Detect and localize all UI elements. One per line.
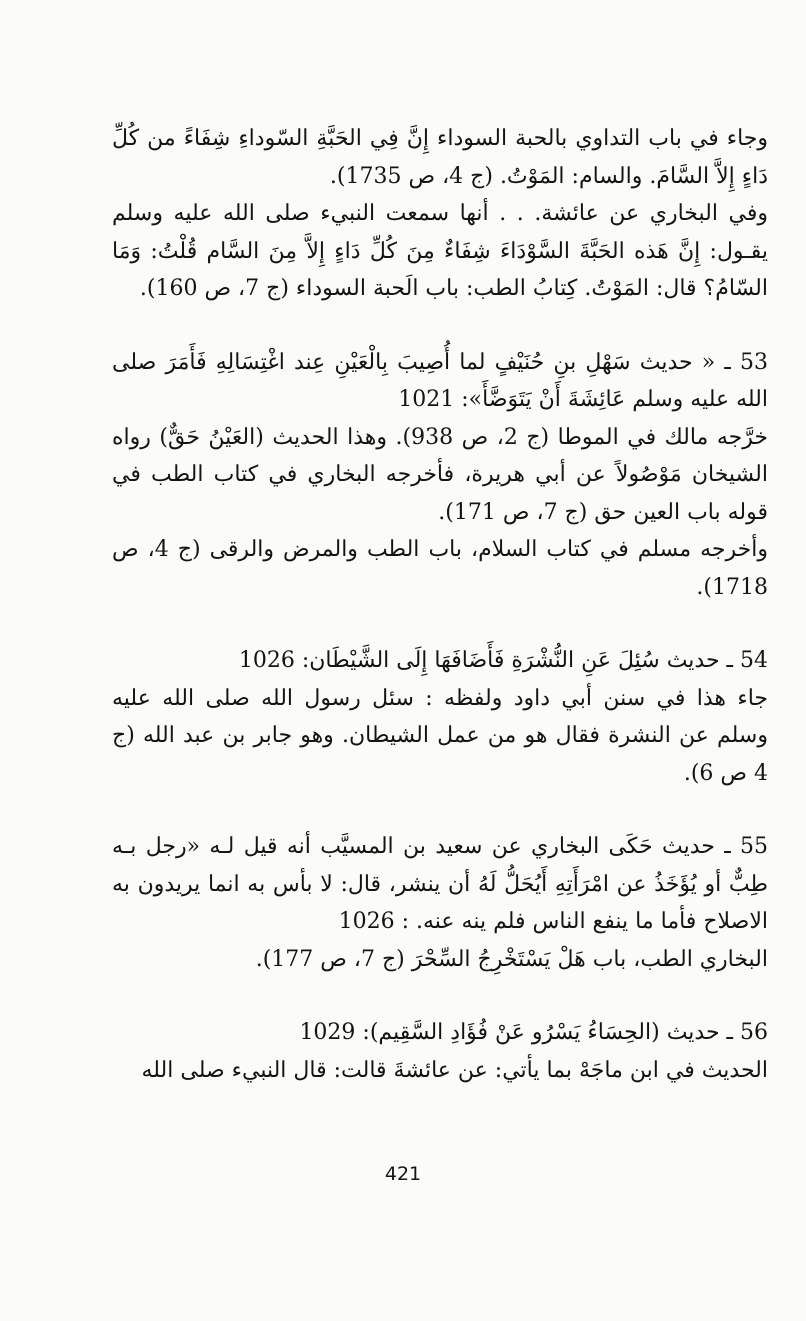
page-number: 421 xyxy=(384,1163,422,1185)
section-gap xyxy=(112,792,768,828)
paragraph-bukhari-sihr: البخاري الطب، باب هَلْ يَسْتَخْرِجُ السِّحْرَ (ج 7، ص 177). xyxy=(255,946,768,972)
hadith-56-heading: 56 ـ حديث (الحِسَاءُ يَسْرُو عَنْ فُؤَادِ السَّقِيم): 1029 xyxy=(299,1020,768,1045)
hadith-55-heading: 55 ـ حديث حَكَى البخاري عن سعيد بن المسيَّب أنه قيل لـه «رجل بـه طِبٌّ أو يُؤَخَذُ عن امْرَأَتِهِ أَيُحَلُّ لَهُ أن ينشر، قال: لا بأس به انما يريدون به الاصلاح فأما ما ينفع الناس فلم ينه عنه. : 1026 xyxy=(112,834,768,934)
paragraph-muslim-salam: وأخرجه مسلم في كتاب السلام، باب الطب والمرض والرقى (ج 4، ص 1718). xyxy=(112,537,768,600)
page-text xyxy=(112,120,768,1089)
paragraph-ibn-majah: الحديث في ابن ماجَهْ بما يأتي: عن عائشةَ قالت: قال النبيء صلى الله xyxy=(141,1057,768,1083)
section-gap xyxy=(112,978,768,1014)
hadith-54-heading: 54 ـ حديث سُئِلَ عَنِ النُّشْرَةِ فَأَضَافَهَا إِلَى الشَّيْطَان: 1026 xyxy=(238,648,768,673)
paragraph-black-seed-muslim: وجاء في باب التداوي بالحبة السوداء إِنَّ فِي الحَبَّةِ السّوداءِ شِفَاءً من كُلِّ دَاءٍ إِلاَّ السَّامَ. والسام: المَوْتُ. (ج 4، ص 1735). xyxy=(112,126,768,189)
hadith-53-heading: 53 ـ « حديث سَهْلِ بنِ حُنَيْفٍ لما أُصِيبَ بِالْعَيْنِ عِند اغْتِسَالِهِ فَأَمَرَ صلى الله عليه وسلم عَائِشَةَ أَنْ يَتَوَضَّأَ»: 1021 xyxy=(112,349,768,412)
paragraph-black-seed-bukhari: وفي البخاري عن عائشة. . . أنها سمعت النبيء صلى الله عليه وسلم يقـول: إِنَّ هَذه الحَبَّةَ السَّوْدَاءَ شِفَاءٌ مِنَ كُلِّ دَاءٍ إِلاَّ مِنَ السَّام قُلْتُ: وَمَا السّامُ؟ قال: المَوْتُ. كِتابُ الطب: باب الَحبة السوداء (ج 7، ص 160). xyxy=(112,201,768,301)
paragraph-malik-muwatta: خرَّجه مالك في الموطا (ج 2، ص 938). وهذا الحديث (العَيْنُ حَقٌّ) رواه الشيخان مَوْصُولاً عن أبي هريرة، فأخرجه البخاري في كتاب الطب في قوله باب العين حق (ج 7، ص 171). xyxy=(112,424,768,525)
paragraph-abu-dawud: جاء هذا في سنن أبي داود ولفظه : سئل رسول الله صلى الله عليه وسلم عن النشرة فقال هو من عمل الشيطان. وهو جابر بن عبد الله (ج 4 ص 6). xyxy=(112,685,768,786)
section-gap xyxy=(112,308,768,344)
section-gap xyxy=(112,606,768,642)
